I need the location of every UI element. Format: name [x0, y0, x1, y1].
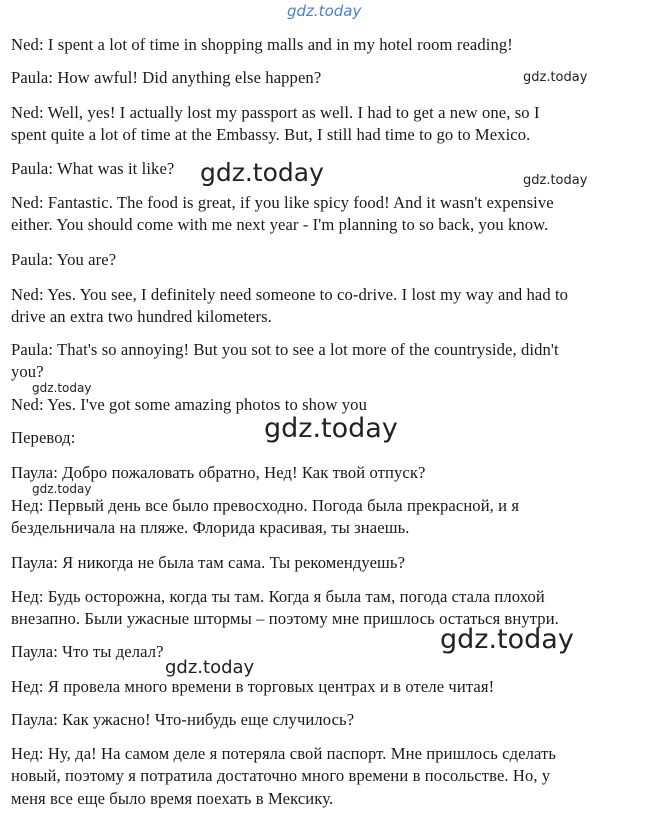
watermark-top: gdz.today [287, 2, 362, 20]
text-line: you? [11, 362, 44, 381]
text-line: spent quite a lot of time at the Embassy. But, I still had time to go to Mexico. [11, 125, 531, 144]
text-line: новый, поэтому я потратила достаточно много времени в посольстве. Но, у [11, 766, 551, 785]
watermark: gdz.today [264, 413, 398, 444]
watermark: gdz.today [523, 70, 588, 85]
watermark: gdz.today [32, 482, 92, 496]
text-line: Паула: Как ужасно! Что-нибудь еще случилось? [11, 710, 355, 729]
text-line: Паула: Добро пожаловать обратно, Нед! Как твой отпуск? [11, 463, 426, 482]
watermark: gdz.today [165, 657, 255, 678]
watermark: gdz.today [523, 173, 588, 188]
text-line: Paula: That's so annoying! But you sot to see a lot more of the countryside, didn't [11, 340, 559, 359]
text-line: Нед: Первый день все было превосходно. Погода была прекрасной, и я [11, 496, 520, 515]
text-line: Paula: How awful! Did anything else happen? [11, 68, 322, 87]
text-line: Ned: Yes. I've got some amazing photos to show you [11, 395, 367, 414]
text-line: drive an extra two hundred kilometers. [11, 307, 272, 326]
text-line: Paula: What was it like? [11, 159, 175, 178]
text-line: бездельничала на пляже. Флорида красивая, ты знаешь. [11, 518, 410, 537]
section-heading: Перевод: [11, 428, 76, 447]
text-line: Паула: Я никогда не была там сама. Ты рекомендуешь? [11, 553, 406, 572]
text-line: Ned: Fantastic. The food is great, if you like spicy food! And it wasn't expensive [11, 193, 554, 212]
text-line: внезапно. Были ужасные штормы – поэтому мне пришлось остаться внутри. [11, 609, 559, 628]
text-line: Ned: Yes. You see, I definitely need someone to co-drive. I lost my way and had to [11, 285, 569, 304]
text-line: Paula: You are? [11, 250, 117, 269]
text-line: Нед: Будь осторожна, когда ты там. Когда я была там, погода стала плохой [11, 587, 545, 606]
text-line: Нед: Я провела много времени в торговых центрах и в отеле читая! [11, 677, 495, 696]
text-line: меня все еще было время поехать в Мексику. [11, 789, 334, 808]
watermark: gdz.today [32, 381, 92, 395]
watermark: gdz.today [440, 624, 574, 655]
watermark: gdz.today [200, 158, 324, 187]
text-line: Нед: Ну, да! На самом деле я потеряла свой паспорт. Мне пришлось сделать [11, 744, 557, 763]
text-line: Ned: Well, yes! I actually lost my passport as well. I had to get a new one, so I [11, 103, 540, 122]
text-line: Ned: I spent a lot of time in shopping malls and in my hotel room reading! [11, 35, 513, 54]
text-line: either. You should come with me next year - I'm planning to so back, you know. [11, 215, 549, 234]
text-line: Паула: Что ты делал? [11, 642, 164, 661]
